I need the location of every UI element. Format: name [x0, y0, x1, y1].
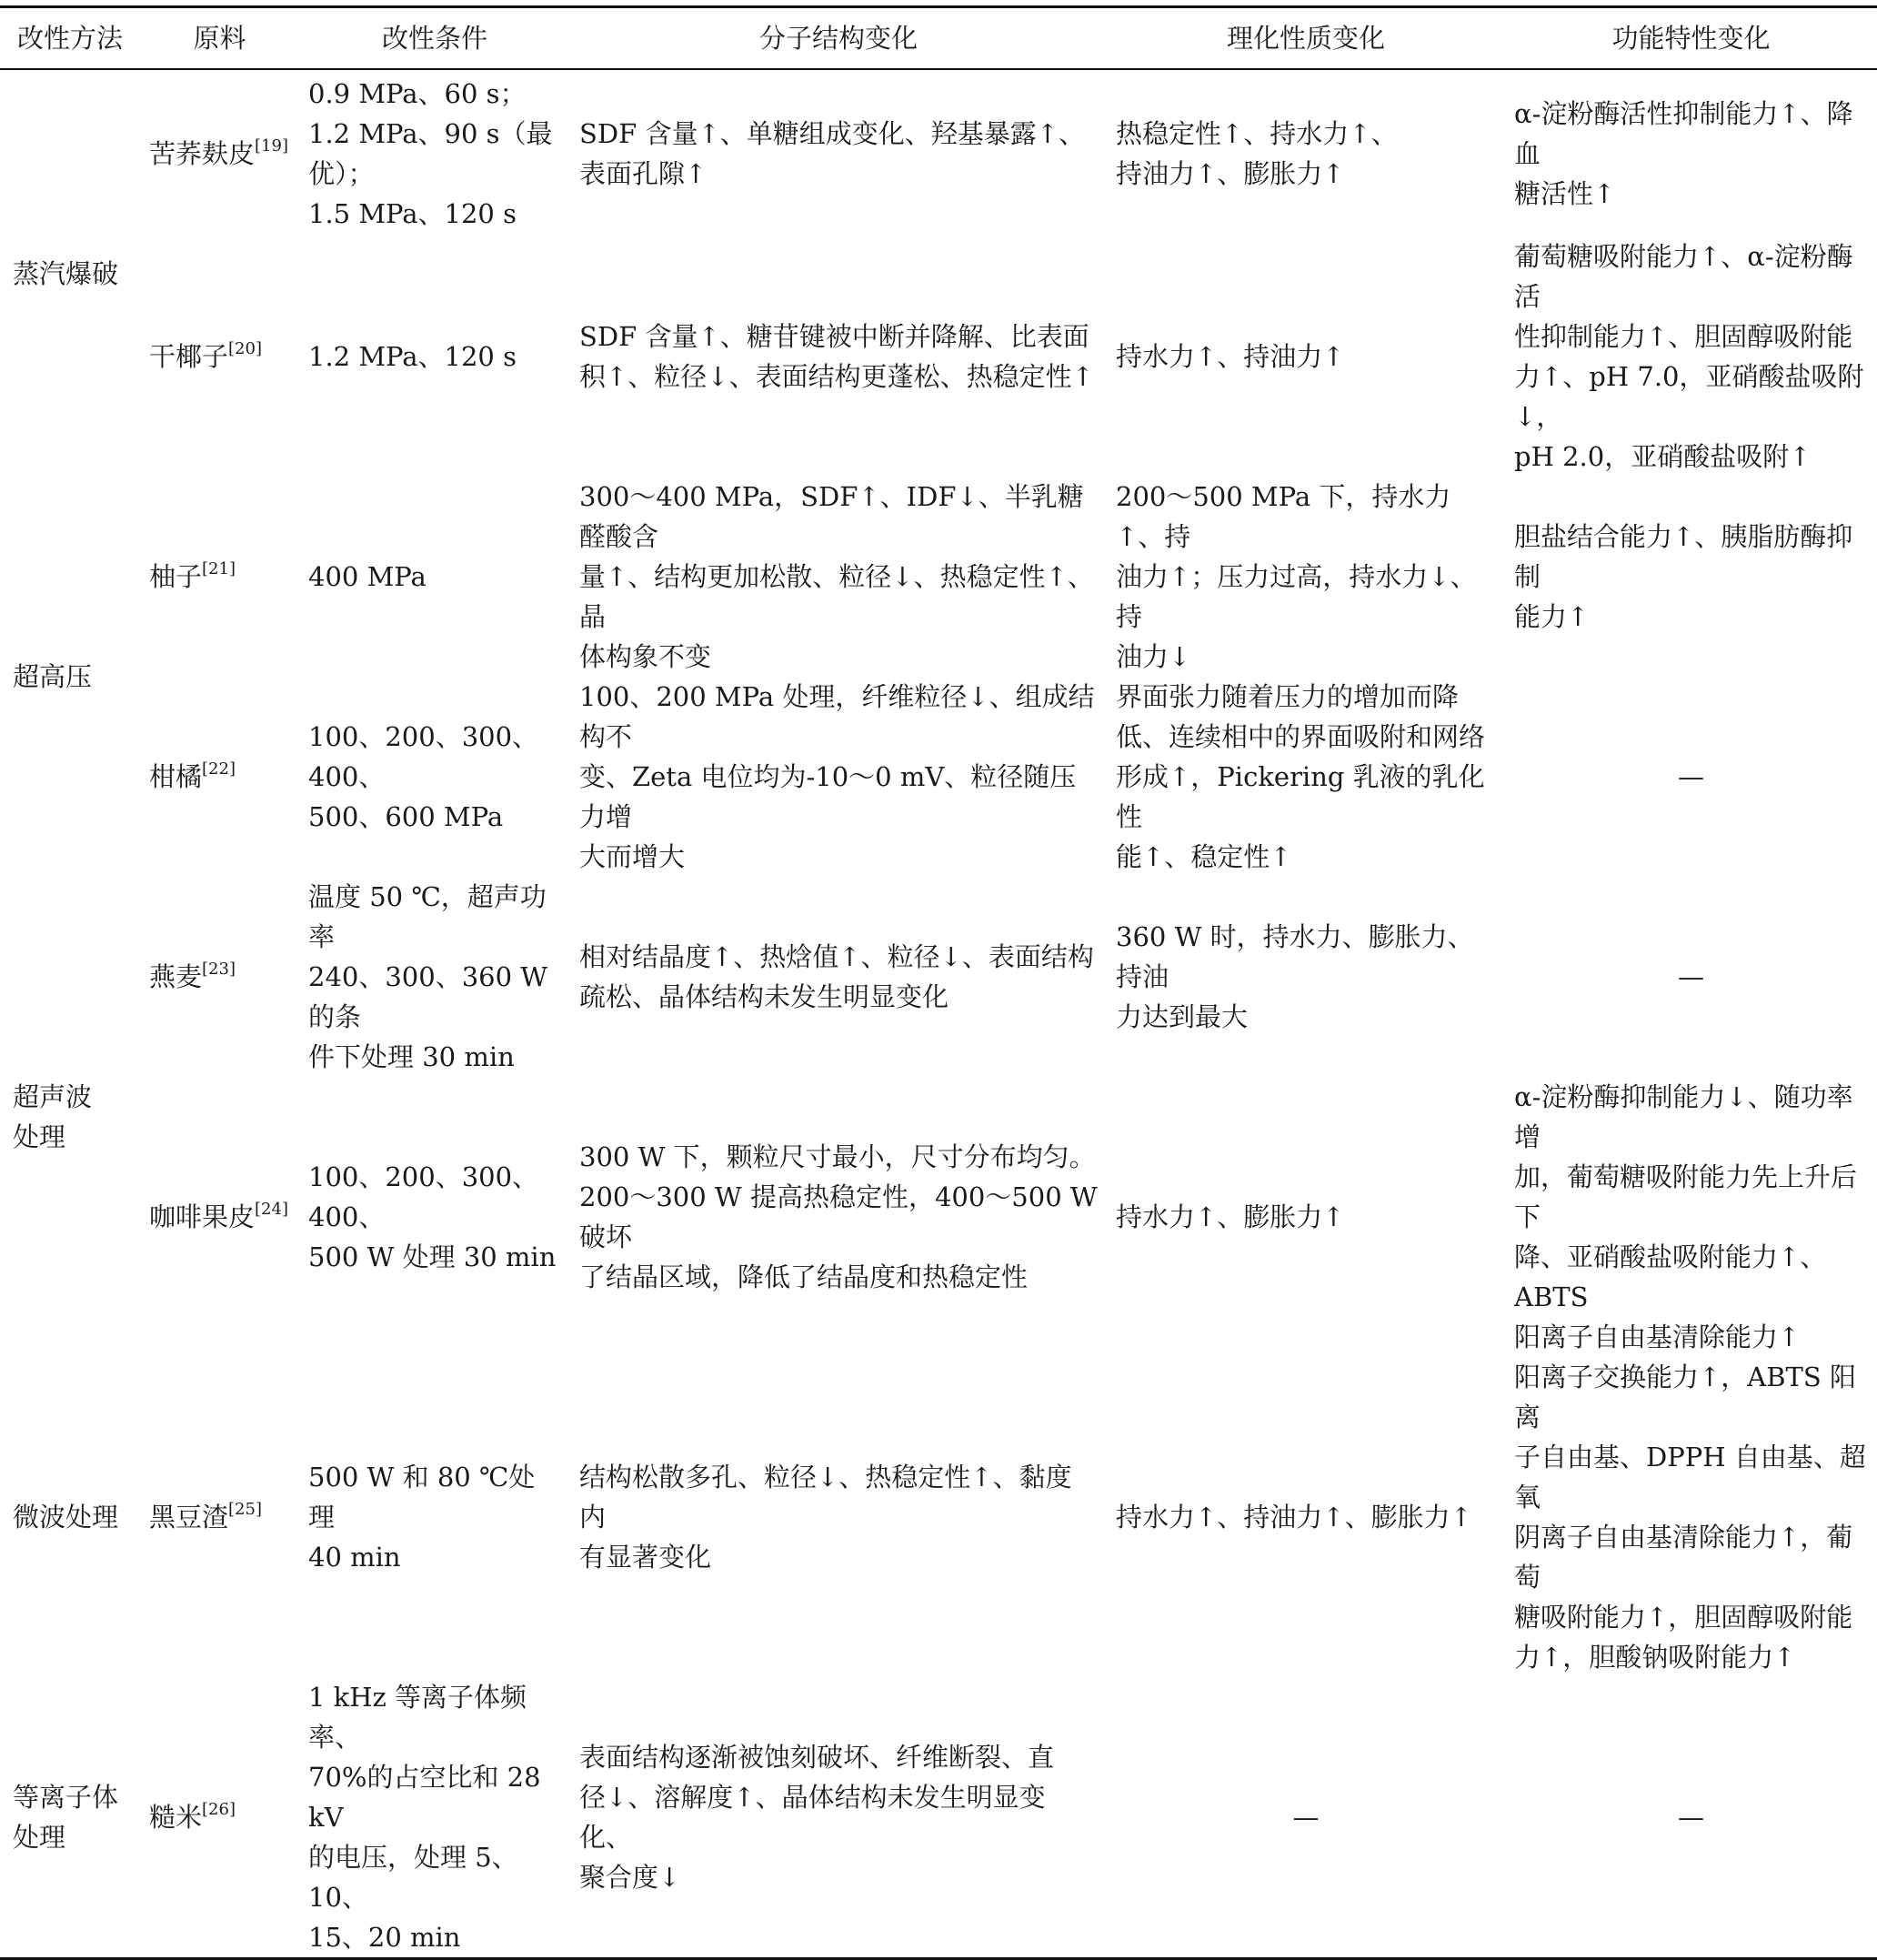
molecular-cell [570, 1677, 1107, 1959]
text-line: 了结晶区域，降低了结晶度和热稳定性 [579, 1261, 1029, 1292]
material-name: 柚子 [149, 561, 203, 592]
text-line: 阳离子交换能力↑，ABTS 阳离 [1514, 1362, 1856, 1432]
text-line: 有显著变化 [579, 1542, 712, 1573]
material-name: 糙米 [149, 1802, 203, 1833]
function-cell: — [1505, 1677, 1877, 1959]
text-line: 疏松、晶体结构未发生明显变化 [579, 981, 949, 1012]
condition-cell [299, 477, 570, 677]
table-row [0, 236, 1877, 477]
text-line: 200～300 W 提高热稳定性，400～500 W 破坏 [579, 1181, 1098, 1252]
text-line: 持水力↑、持油力↑、膨胀力↑ [1116, 1502, 1472, 1533]
condition-cell [299, 1077, 570, 1357]
material-name: 黑豆渣 [149, 1502, 229, 1533]
method-cell: 超高压 [13, 661, 93, 692]
text-line: 热稳定性↑、持水力↑、 [1116, 117, 1398, 149]
method-cell: 蒸汽爆破 [13, 257, 119, 289]
method-cell [0, 1677, 140, 1959]
condition-cell [299, 677, 570, 877]
reference-mark: [20] [228, 339, 262, 359]
header-molecular: 分子结构变化 [570, 7, 1107, 70]
physchem-cell [1107, 677, 1505, 877]
text-line: α-淀粉酶活性抑制能力↑、降血 [1514, 97, 1853, 169]
text-line: 界面张力随着压力的增加而降 [1116, 681, 1460, 712]
table-header [0, 7, 1877, 70]
physchem-cell [1107, 69, 1505, 236]
modification-methods-table [0, 5, 1877, 1960]
text-line: 40 min [308, 1542, 401, 1573]
physchem-cell: — [1107, 1677, 1505, 1959]
text-line: 径↓、溶解度↑、晶体结构未发生明显变化、 [579, 1782, 1046, 1853]
text-line: 300～400 MPa，SDF↑、IDF↓、半乳糖醛酸含 [579, 481, 1084, 552]
text-line: 15、20 min [308, 1922, 461, 1953]
text-line: 体构象不变 [579, 641, 712, 672]
text-line: 糖活性↑ [1514, 177, 1616, 209]
text-line: 持水力↑、持油力↑ [1116, 341, 1345, 372]
material-cell [140, 877, 299, 1077]
text-line: 持水力↑、膨胀力↑ [1116, 1201, 1345, 1232]
text-line: 1.2 MPa、120 s [308, 341, 517, 372]
material-cell [140, 1677, 299, 1959]
physchem-cell [1107, 1357, 1505, 1677]
method-cell: 微波处理 [13, 1502, 119, 1533]
text-line: 1 kHz 等离子体频率、 [308, 1682, 527, 1753]
text-line: 结构松散多孔、粒径↓、热稳定性↑、黏度内 [579, 1462, 1072, 1533]
text-line: 的电压，处理 5、10、 [308, 1842, 518, 1913]
header-material: 原料 [140, 7, 299, 70]
text-line: 240、300、360 W 的条 [308, 961, 548, 1032]
text-line: 性抑制能力↑、胆固醇吸附能 [1514, 321, 1853, 352]
text-line: 加，葡萄糖吸附能力先上升后下 [1514, 1161, 1858, 1232]
function-cell [1505, 1077, 1877, 1357]
molecular-cell [570, 236, 1107, 477]
material-cell [140, 677, 299, 877]
molecular-cell [570, 877, 1107, 1077]
text-line: 300 W 下，颗粒尺寸最小，尺寸分布均匀。 [579, 1141, 1096, 1172]
reference-mark: [26] [202, 1800, 236, 1820]
text-line: 0.9 MPa、60 s； [308, 77, 527, 109]
function-cell [1505, 477, 1877, 677]
text-line: α-淀粉酶抑制能力↓、随功率增 [1514, 1081, 1853, 1152]
molecular-cell [570, 1077, 1107, 1357]
text-line: 量↑、结构更加松散、粒径↓、热稳定性↑、晶 [579, 561, 1094, 632]
text-line: 500 W 处理 30 min [308, 1241, 557, 1272]
table-body [0, 69, 1877, 1959]
text-line: 70%的占空比和 28 kV [308, 1762, 541, 1833]
text-line: 1.2 MPa、90 s（最优）； [308, 117, 553, 189]
text-line: 胆盐结合能力↑、胰脂肪酶抑制 [1514, 521, 1853, 592]
text-line: 500、600 MPa [308, 801, 504, 832]
text-line: SDF 含量↑、单糖组成变化、羟基暴露↑、 [579, 117, 1086, 149]
text-line: 100、200 MPa 处理，纤维粒径↓、组成结构不 [579, 681, 1095, 752]
text-line: 子自由基、DPPH 自由基、超氧 [1514, 1442, 1866, 1513]
text-line: 100、200、300、400、 [308, 1161, 539, 1232]
condition-cell [299, 1357, 570, 1677]
material-name: 燕麦 [149, 961, 203, 992]
text-line: 积↑、粒径↓、表面结构更蓬松、热稳定性↑ [579, 361, 1094, 392]
text-line: 表面孔隙↑ [579, 157, 708, 189]
text-line: 聚合度↓ [579, 1862, 681, 1893]
text-line: 油力↑；压力过高，持水力↓、持 [1116, 561, 1477, 632]
function-cell [1505, 236, 1877, 477]
physchem-cell [1107, 477, 1505, 677]
condition-cell [299, 877, 570, 1077]
condition-cell [299, 236, 570, 477]
text-line: 超声波处理 [13, 1081, 93, 1152]
text-line: 能↑、稳定性↑ [1116, 841, 1292, 872]
material-name: 柑橘 [149, 761, 203, 792]
material-name: 干椰子 [149, 341, 229, 372]
reference-mark: [24] [255, 1200, 288, 1220]
text-line: 360 W 时，持水力、膨胀力、持油 [1116, 921, 1474, 992]
condition-cell [299, 69, 570, 236]
header-function: 功能特性变化 [1505, 7, 1877, 70]
physchem-cell [1107, 877, 1505, 1077]
physchem-cell [1107, 236, 1505, 477]
material-cell [140, 1077, 299, 1357]
table-row [0, 1077, 1877, 1357]
material-cell [140, 1357, 299, 1677]
text-line: 力↑、pH 7.0，亚硝酸盐吸附↓， [1514, 361, 1864, 432]
text-line: 降、亚硝酸盐吸附能力↑、ABTS [1514, 1241, 1827, 1312]
text-line: 400 MPa [308, 561, 427, 592]
reference-mark: [22] [202, 759, 236, 779]
text-line: 表面结构逐渐被蚀刻破坏、纤维断裂、直 [579, 1742, 1055, 1773]
text-line: 件下处理 30 min [308, 1041, 515, 1072]
function-cell [1505, 1357, 1877, 1677]
text-line: 阴离子自由基清除能力↑，葡萄 [1514, 1522, 1853, 1593]
text-line: 能力↑ [1514, 601, 1590, 632]
text-line: 大而增大 [579, 841, 686, 872]
text-line: 100、200、300、400、 [308, 721, 539, 792]
text-line: 力达到最大 [1116, 1001, 1249, 1032]
function-cell: — [1678, 761, 1704, 792]
function-cell: — [1678, 961, 1704, 992]
text-line: 低、连续相中的界面吸附和网络 [1116, 721, 1486, 752]
method-cell [0, 877, 140, 1357]
text-line: 葡萄糖吸附能力↑、α-淀粉酶活 [1514, 241, 1853, 312]
material-name: 咖啡果皮 [149, 1201, 256, 1232]
text-line: 变、Zeta 电位均为-10～0 mV、粒径随压力增 [579, 761, 1077, 832]
material-cell [140, 477, 299, 677]
table-row [0, 877, 1877, 1077]
reference-mark: [19] [255, 136, 288, 156]
material-cell [140, 236, 299, 477]
table-row [0, 1357, 1877, 1677]
text-line: 200～500 MPa 下，持水力↑、持 [1116, 481, 1451, 552]
molecular-cell [570, 477, 1107, 677]
text-line: 500 W 和 80 ℃处理 [308, 1462, 536, 1533]
molecular-cell [570, 1357, 1107, 1677]
text-line: SDF 含量↑、糖苷键被中断并降解、比表面 [579, 321, 1089, 352]
text-line: 温度 50 ℃，超声功率 [308, 881, 547, 952]
text-line: 阳离子自由基清除能力↑ [1514, 1322, 1801, 1352]
text-line: 1.5 MPa、120 s [308, 197, 517, 229]
header-row [0, 7, 1877, 70]
table-row [0, 677, 1877, 877]
physchem-cell [1107, 1077, 1505, 1357]
text-line: 持油力↑、膨胀力↑ [1116, 157, 1345, 189]
reference-mark: [25] [228, 1500, 262, 1520]
text-line: 相对结晶度↑、热焓值↑、粒径↓、表面结构 [579, 941, 1094, 972]
text-line: 油力↓ [1116, 641, 1191, 672]
molecular-cell [570, 677, 1107, 877]
text-line: 形成↑，Pickering 乳液的乳化性 [1116, 761, 1485, 832]
condition-cell [299, 1677, 570, 1959]
function-cell [1505, 69, 1877, 236]
reference-mark: [21] [202, 559, 236, 579]
table-row [0, 477, 1877, 677]
molecular-cell [570, 69, 1107, 236]
table-row [0, 69, 1877, 236]
reference-mark: [23] [202, 960, 236, 980]
header-physchem: 理化性质变化 [1107, 7, 1505, 70]
text-line: 等离子体处理 [13, 1782, 119, 1853]
header-method: 改性方法 [0, 7, 140, 70]
text-line: 力↑，胆酸钠吸附能力↑ [1514, 1642, 1796, 1673]
text-line: 糖吸附能力↑，胆固醇吸附能 [1514, 1602, 1853, 1633]
material-name: 苦荞麸皮 [149, 137, 256, 169]
text-line: pH 2.0，亚硝酸盐吸附↑ [1514, 441, 1812, 472]
material-cell [140, 69, 299, 236]
table-row [0, 1677, 1877, 1959]
header-condition: 改性条件 [299, 7, 570, 70]
